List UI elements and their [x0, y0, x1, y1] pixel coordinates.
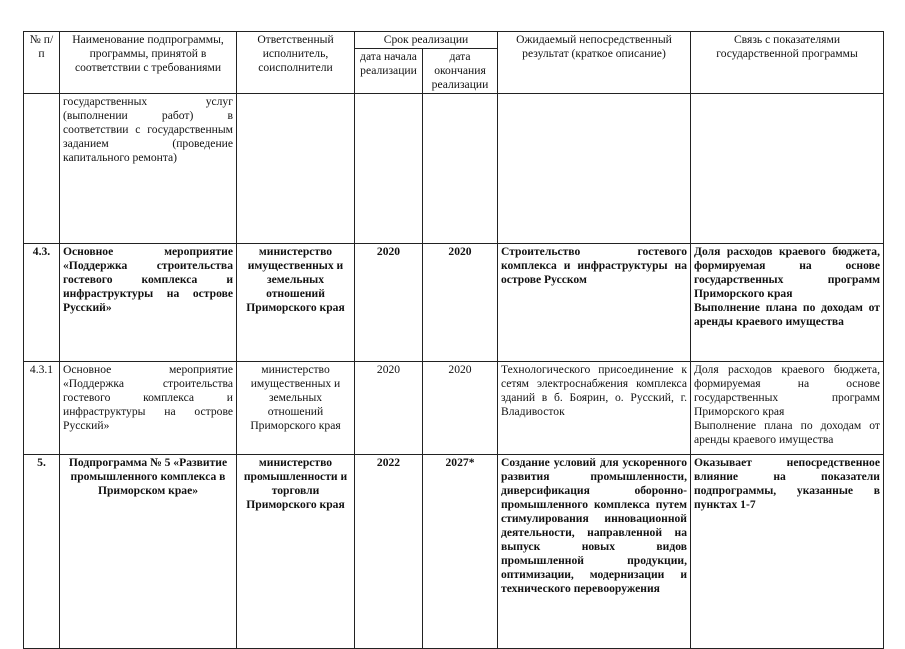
cell-link — [691, 244, 884, 362]
cell-responsible: министерство имущественных и земельных отношений Приморского края — [237, 362, 355, 455]
cell-name: Подпрограмма № 5 «Развитие промышленного комплекса в Приморском крае» — [60, 455, 237, 649]
program-table — [23, 31, 884, 649]
cell-link-text: Доля расходов краевого бюджета, формируемая на основе государственных программ Приморского края — [694, 245, 880, 300]
cell-responsible: министерство промышленности и торговли Приморского края — [237, 455, 355, 649]
cell-responsible — [237, 94, 355, 244]
cell-start: 2022 — [355, 455, 423, 649]
cell-link-text: Выполнение плана по доходам от аренды краевого имущества — [694, 301, 880, 328]
cell-start: 2020 — [355, 362, 423, 455]
table-row — [24, 362, 884, 455]
header-row — [24, 32, 884, 49]
cell-num: 5. — [24, 455, 60, 649]
cell-link-text: Оказывает непосредственное влияние на показатели подпрограммы, указанные в пунктах 1-7 — [694, 456, 880, 511]
header-period: Срок реализации — [355, 32, 498, 49]
cell-result: Создание условий для ускоренного развития промышленности, диверсификация оборонно-промышленного комплекса путем стимулирования инновационной деятельности, направленной на выпуск новых видов промышленной продукции, оптимизации, модернизации и технического перевооружения — [498, 455, 691, 649]
cell-num — [24, 94, 60, 244]
cell-end: 2020 — [423, 244, 498, 362]
cell-end: 2020 — [423, 362, 498, 455]
cell-name: Основное мероприятие «Поддержка строительства гостевого комплекса и инфраструктуры на острове Русский» — [60, 244, 237, 362]
header-end: дата окончания реализации — [423, 49, 498, 94]
cell-end — [423, 94, 498, 244]
cell-start — [355, 94, 423, 244]
cell-start: 2020 — [355, 244, 423, 362]
cell-num: 4.3.1 — [24, 362, 60, 455]
cell-result: Технологического присоединение к сетям электроснабжения комплекса зданий в б. Боярин, о. Русский, г. Владивосток — [498, 362, 691, 455]
cell-result: Строительство гостевого комплекса и инфраструктуры на острове Русском — [498, 244, 691, 362]
cell-end: 2027* — [423, 455, 498, 649]
cell-link — [691, 362, 884, 455]
header-name: Наименование подпрограммы, программы, принятой в соответствии с требованиями — [60, 32, 237, 94]
header-start: дата начала реализации — [355, 49, 423, 94]
header-num: № п/п — [24, 32, 60, 94]
cell-responsible: министерство имущественных и земельных отношений Приморского края — [237, 244, 355, 362]
cell-link — [691, 94, 884, 244]
header-responsible: Ответственный исполнитель, соисполнители — [237, 32, 355, 94]
cell-link-text: Выполнение плана по доходам от аренды краевого имущества — [694, 419, 880, 446]
table-row — [24, 94, 884, 244]
header-link: Связь с показателями государственной программы — [691, 32, 884, 94]
cell-result — [498, 94, 691, 244]
table-row — [24, 244, 884, 362]
cell-link — [691, 455, 884, 649]
cell-num: 4.3. — [24, 244, 60, 362]
table-row — [24, 455, 884, 649]
header-result: Ожидаемый непосредственный результат (краткое описание) — [498, 32, 691, 94]
cell-link-text: Доля расходов краевого бюджета, формируемая на основе государственных программ Приморского края — [694, 363, 880, 418]
cell-name: государственных услуг (выполнении работ) в соответствии с государственным заданием (проведение капитального ремонта) — [60, 94, 237, 244]
cell-name: Основное мероприятие «Поддержка строительства гостевого комплекса и инфраструктуры на острове Русский» — [60, 362, 237, 455]
